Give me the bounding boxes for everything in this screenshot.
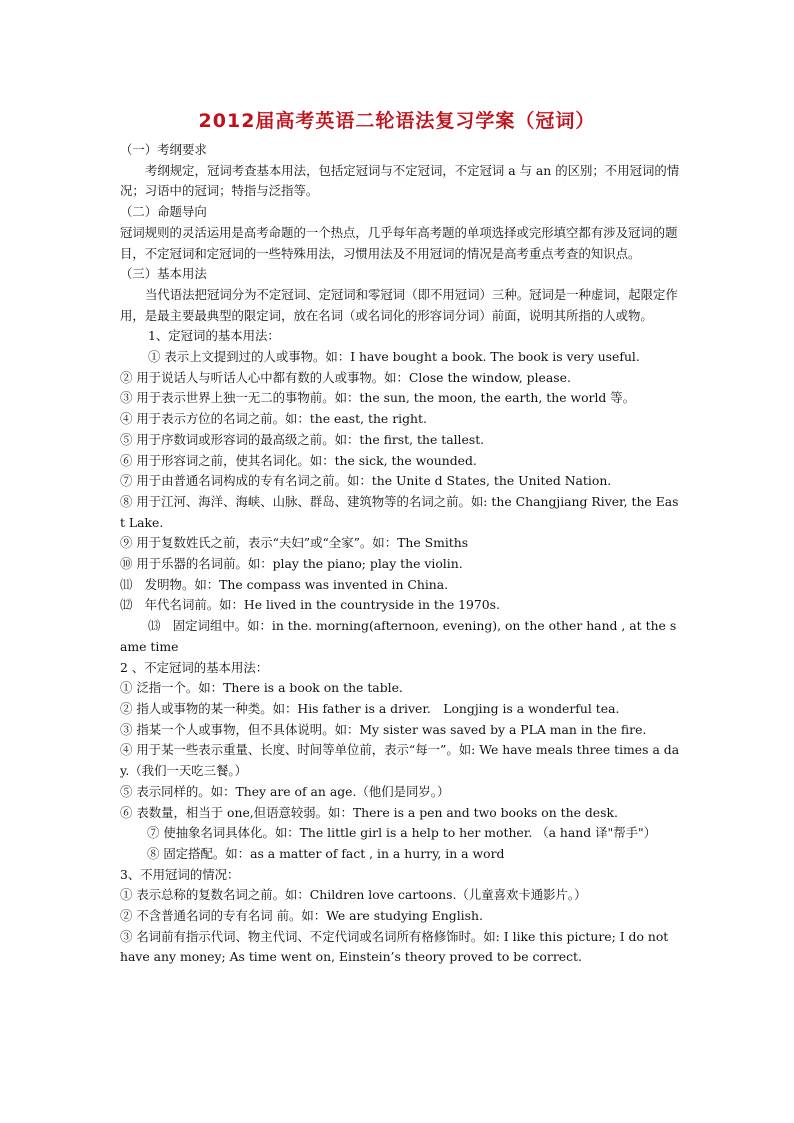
list-item: ⑦ 使抽象名词具体化。如：The little girl is a help to her mother. （a hand 译"帮手"） bbox=[147, 825, 657, 841]
paragraph-direction: 冠词规则的灵活运用是高考命题的一个热点，几乎每年高考题的单项选择或完形填空都有涉及冠词的题目，不定冠词和定冠词的一些特殊用法，习惯用法及不用冠词的情况是高考重点考查的知识点。 bbox=[120, 224, 678, 261]
list-item: ⑥ 用于形容词之前，使其名词化。如：the sick, the wounded. bbox=[120, 452, 477, 468]
subheading-indefinite-article: 2 、不定冠词的基本用法： bbox=[120, 659, 269, 675]
paragraph-basic-usage: 当代语法把冠词分为不定冠词、定冠词和零冠词（即不用冠词）三种。冠词是一种虚词，起限定作用，是最主要最典型的限定词，放在名词（或名词化的形容词分词）前面，说明其所指的人或物。 bbox=[120, 286, 678, 323]
list-item: ⑿ 年代名词前。如：He lived in the countryside in the 1970s. bbox=[120, 597, 500, 613]
list-item: ⑤ 表示同样的。如：They are of an age.（他们是同岁。） bbox=[120, 783, 450, 799]
list-item: ⒀ 固定词组中。如：in the. morning(afternoon, evening), on the other hand , at the same time bbox=[120, 618, 677, 654]
list-item: ④ 用于表示方位的名词之前。如：the east, the right. bbox=[120, 411, 427, 427]
list-item: ③ 指某一个人或事物，但不具体说明。如：My sister was saved by a PLA man in the fire. bbox=[120, 721, 647, 737]
section-heading-basic-usage: （三）基本用法 bbox=[120, 266, 207, 282]
document-body bbox=[120, 140, 680, 968]
list-item: ⑾ 发明物。如：The compass was invented in China. bbox=[120, 576, 449, 592]
list-item: ① 泛指一个。如：There is a book on the table. bbox=[120, 680, 403, 696]
subheading-zero-article: 3、不用冠词的情况： bbox=[120, 866, 240, 882]
list-item: ② 指人或事物的某一种类。如：His father is a driver. Longjing is a wonderful tea. bbox=[120, 700, 620, 716]
list-item: ⑤ 用于序数词或形容词的最高级之前。如：the first, the tallest. bbox=[120, 431, 485, 447]
list-item: ⑥ 表数量，相当于 one,但语意较弱。如：There is a pen and two books on the desk. bbox=[120, 804, 618, 820]
list-item: ③ 用于表示世界上独一无二的事物前。如：the sun, the moon, the earth, the world 等。 bbox=[120, 390, 636, 406]
list-item: ⑨ 用于复数姓氏之前，表示“夫妇”或“全家”。如：The Smiths bbox=[120, 535, 469, 551]
list-item: ⑩ 用于乐器的名词前。如：play the piano; play the violin. bbox=[120, 556, 463, 572]
subheading-definite-article: 1、定冠词的基本用法： bbox=[148, 328, 280, 344]
paragraph-requirements: 考纲规定，冠词考查基本用法，包括定冠词与不定冠词，不定冠词 a 与 an 的区别；不用冠词的情况；习语中的冠词；特指与泛指等。 bbox=[120, 162, 680, 199]
section-heading-direction: （二）命题导向 bbox=[120, 204, 207, 220]
section-heading-requirements: （一）考纲要求 bbox=[120, 142, 207, 157]
list-item: ① 表示上文提到过的人或事物。如：I have bought a book. The book is very useful. bbox=[148, 349, 640, 365]
page-title: 2012届高考英语二轮语法复习学案（冠词） bbox=[198, 110, 596, 132]
list-item: ⑧ 用于江河、海洋、海峡、山脉、群岛、建筑物等的名词之前。如: the Changjiang River, the East Lake. bbox=[120, 493, 679, 530]
list-item: ② 不含普通名词的专有名词 前。如：We are studying English. bbox=[120, 908, 483, 924]
list-item: ③ 名词前有指示代词、物主代词、不定代词或名词所有格修饰时。如: I like this picture; I do not have any money; As time went on, Einstein’s theory proved to be correct. bbox=[120, 928, 669, 965]
list-item: ⑧ 固定搭配。如：as a matter of fact , in a hurry, in a word bbox=[147, 845, 505, 861]
list-item: ④ 用于某一些表示重量、长度、时间等单位前，表示“每一”。如: We have meals three times a day.（我们一天吃三餐。） bbox=[120, 742, 680, 779]
list-item: ② 用于说话人与听话人心中都有数的人或事物。如：Close the window, please. bbox=[120, 369, 571, 385]
list-item: ⑦ 用于由普通名词构成的专有名词之前。如：the Unite d States, the United Nation. bbox=[120, 473, 612, 489]
list-item: ① 表示总称的复数名词之前。如：Children love cartoons.（儿童喜欢卡通影片。） bbox=[120, 887, 587, 903]
